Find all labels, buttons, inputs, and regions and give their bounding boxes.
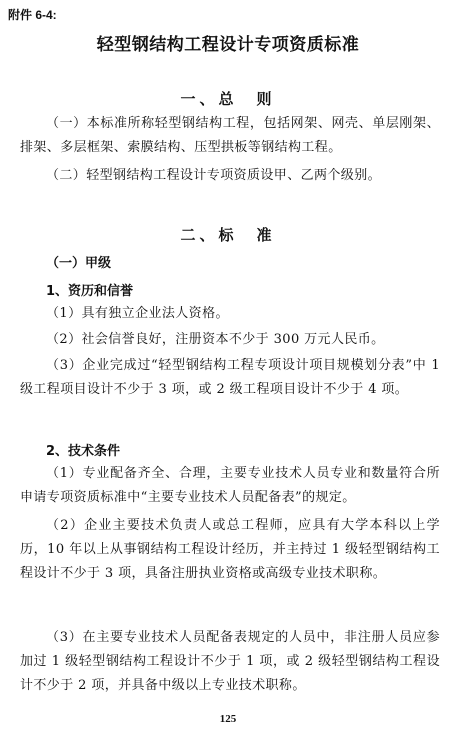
section-heading-standards: 二、标 准 xyxy=(180,226,276,244)
document-title: 轻型钢结构工程设计专项资质标准 xyxy=(96,35,360,55)
qualification-heading: 1、资历和信誉 xyxy=(46,284,134,299)
technical-item-2: （2）企业主要技术负责人或总工程师，应具有大学本科以上学历，10 年以上从事钢结构工程设计经历，并主持过 1 级轻型钢结构工程设计不少于 3 项，具备注册执业资格或高级专业技术职称。 xyxy=(20,518,440,581)
technical-heading: 2、技术条件 xyxy=(46,444,121,459)
paragraph-scope: （一）本标准所称轻型钢结构工程，包括网架、网壳、单层刚架、排架、多层框架、索膜结构、压型拱板等钢结构工程。 xyxy=(20,116,440,155)
attachment-label: 附件 6-4: xyxy=(8,8,57,22)
technical-item-3: （3）在主要专业技术人员配备表规定的人员中，非注册人员应参加过 1 级轻型钢结构工程设计不少于 1 项，或 2 级轻型钢结构工程设计不少于 2 项，并具备中级以上专业技术职称。 xyxy=(20,630,440,693)
paragraph-grades: （二）轻型钢结构工程设计专项资质设甲、乙两个级别。 xyxy=(46,168,382,183)
qualification-item-3: （3）企业完成过“轻型钢结构工程专项设计项目规模划分表”中 1 级工程项目设计不少于 3 项，或 2 级工程项目设计不少于 4 项。 xyxy=(20,358,440,397)
technical-item-1: （1）专业配备齐全、合理，主要专业技术人员专业和数量符合所申请专项资质标准中“主要专业技术人员配备表”的规定。 xyxy=(20,466,440,505)
qualification-item-1: （1）具有独立企业法人资格。 xyxy=(46,306,229,321)
page-number: 125 xyxy=(219,713,237,725)
qualification-item-2: （2）社会信誉良好，注册资本不少于 300 万元人民币。 xyxy=(46,332,385,347)
section-heading-general: 一、总 则 xyxy=(180,90,276,108)
grade-a-heading: （一）甲级 xyxy=(46,256,112,271)
